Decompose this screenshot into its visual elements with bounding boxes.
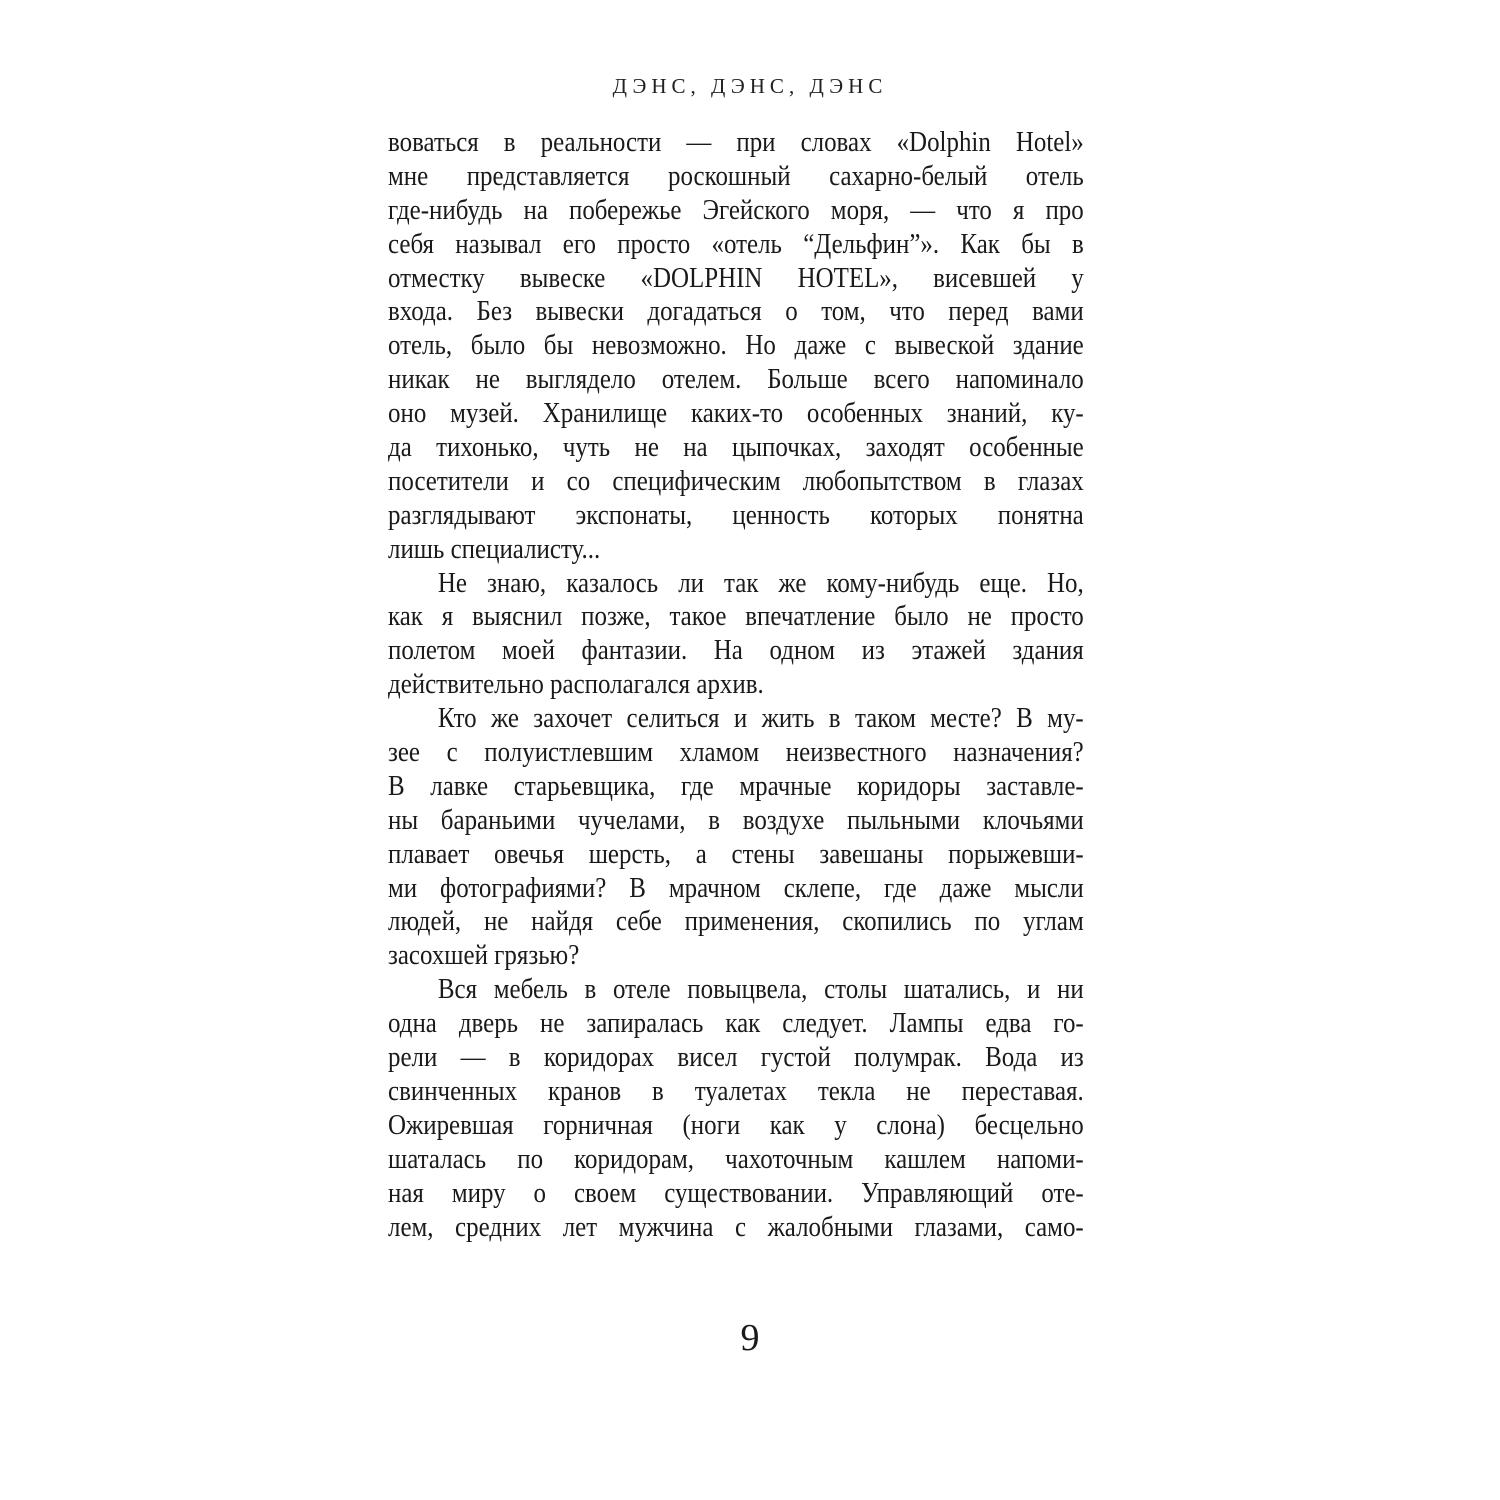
paragraph-first-line: Не знаю, казалось ли так же кому-нибудь еще. Но, xyxy=(437,566,1084,599)
text-line: посетители и со специфическим любопытством в глазах xyxy=(388,464,1084,497)
text-line: ми фотографиями? В мрачном склепе, где даже мысли xyxy=(388,871,1084,904)
text-line: отель, было бы невозможно. Но даже с вывеской здание xyxy=(388,329,1084,362)
text-line: воваться в реальности — при словах «Dolphin Hotel» xyxy=(388,126,1084,158)
paragraph-first-line: Кто же захочет селиться и жить в таком месте? В му- xyxy=(437,702,1084,735)
body-text xyxy=(388,126,1084,1244)
text-line: действительно располагался архив. xyxy=(388,668,764,701)
text-line: В лавке старьевщика, где мрачные коридоры заставле- xyxy=(388,769,1084,802)
running-head: ДЭНС, ДЭНС, ДЭНС xyxy=(612,74,888,98)
text-line: да тихонько, чуть не на цыпочках, заходят особенные xyxy=(388,431,1084,464)
text-line: шаталась по коридорам, чахоточным кашлем напоми- xyxy=(388,1142,1084,1175)
text-line: лишь специалисту... xyxy=(388,532,601,565)
page-number: 9 xyxy=(740,1317,760,1359)
text-line: оно музей. Хранилище каких-то особенных знаний, ку- xyxy=(388,397,1084,430)
text-line: как я выяснил позже, такое впечатление было не просто xyxy=(388,600,1084,633)
text-line: полетом моей фантазии. На одном из этажей здания xyxy=(388,634,1084,667)
text-line: рели — в коридорах висел густой полумрак. Вода из xyxy=(388,1041,1084,1074)
text-line: людей, не найдя себе применения, скопились по углам xyxy=(388,905,1084,938)
text-line: где-нибудь на побережье Эгейского моря, — что я про xyxy=(388,193,1084,226)
text-line: ны бараньими чучелами, в воздухе пыльными клочьями xyxy=(388,803,1084,836)
text-line: мне представляется роскошный сахарно-белый отель xyxy=(388,159,1084,192)
text-line: Ожиревшая горничная (ноги как у слона) бесцельно xyxy=(388,1108,1084,1141)
text-line: зее с полуистлевшим хламом неизвестного назначения? xyxy=(388,736,1084,769)
text-line: засохшей грязью? xyxy=(388,939,580,972)
text-line: свинченных кранов в туалетах текла не переставая. xyxy=(388,1074,1084,1107)
text-line: входа. Без вывески догадаться о том, что перед вами xyxy=(388,295,1084,328)
text-line: отместку вывеске «DOLPHIN HOTEL», висевшей у xyxy=(388,261,1084,294)
text-line: одна дверь не запиралась как следует. Лампы едва го- xyxy=(388,1007,1084,1040)
text-line: плавает овечья шерсть, а стены завешаны порыжевши- xyxy=(388,837,1084,870)
text-line: никак не выглядело отелем. Больше всего напоминало xyxy=(388,363,1084,396)
text-line: разглядывают экспонаты, ценность которых понятна xyxy=(388,498,1084,531)
text-line: ная миру о своем существовании. Управляющий оте- xyxy=(388,1176,1084,1209)
text-line: себя называл его просто «отель “Дельфин”». Как бы в xyxy=(388,227,1084,260)
paragraph-first-line: Вся мебель в отеле повыцвела, столы шатались, и ни xyxy=(437,973,1084,1006)
text-line: лем, средних лет мужчина с жалобными глазами, само- xyxy=(388,1210,1084,1243)
